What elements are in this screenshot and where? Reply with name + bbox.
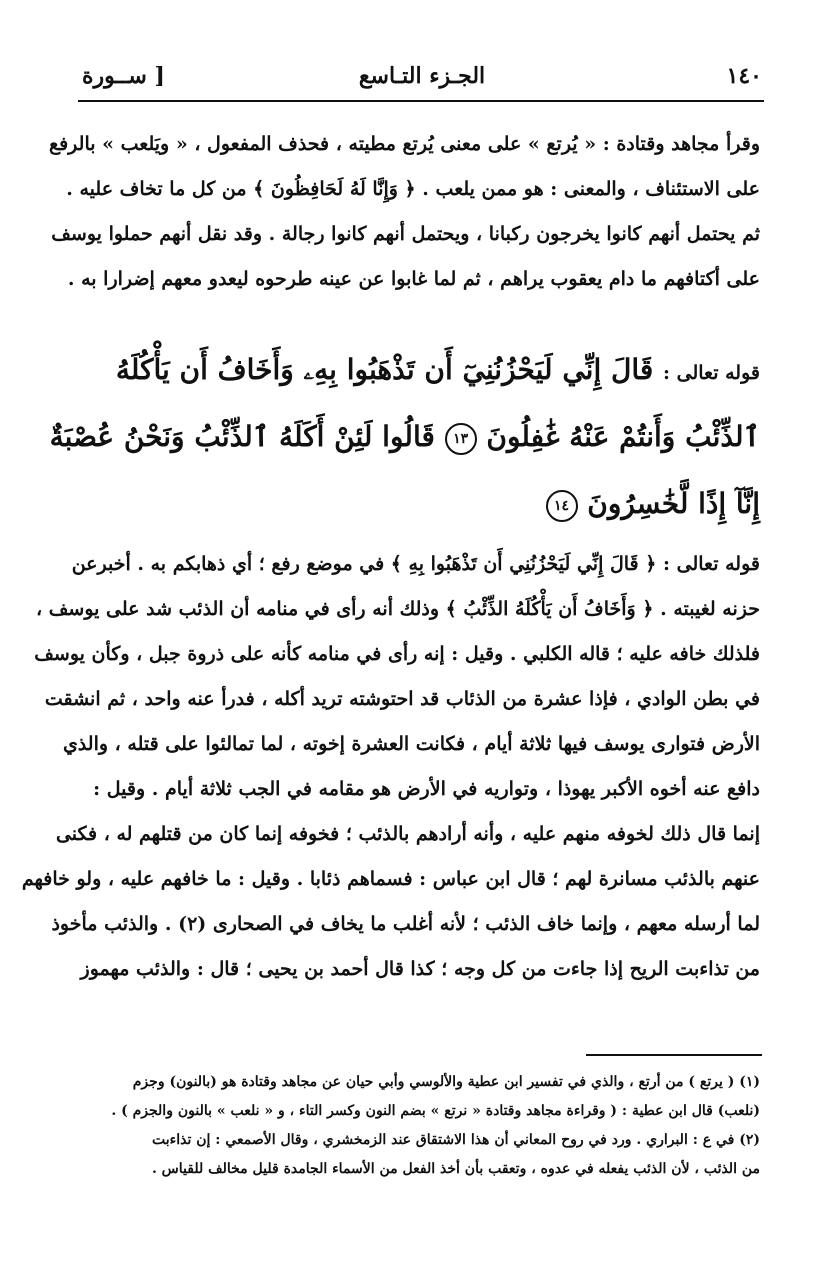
- surah-label: [ ســورة: [82, 63, 165, 89]
- ayah-number-13: ١٣: [445, 423, 477, 455]
- text-line: إنما قال ذلك لخوفه منهم عليه ، وأنه أرادهم بالذئب ؛ فخوفه إنما كان من قتلهم له ، فكنى: [55, 823, 760, 845]
- text-line: على أكتافهم ما دام يعقوب يراهم ، ثم لما غابوا عن عينه طرحوه ليعدو معهم إضرارا به .: [67, 268, 760, 290]
- ayah-number-14: ١٤: [546, 490, 578, 522]
- text-line: من تذاءبت الريح إذا جاءت من كل وجه ؛ كذا قال أحمد بن يحيى ؛ قال : والذئب مهموز: [80, 958, 760, 980]
- page-header: [82, 55, 762, 97]
- footnotes: [100, 1068, 760, 1184]
- text-line: حزنه لغيبته . ﴿ وَأَخَافُ أَن يَأْكُلَهُ الذِّئْبُ ﴾ وذلك أنه رأى في منامه أن الذئب شد على يوسف ،: [35, 598, 760, 620]
- page-number: ١٤٠: [726, 63, 762, 89]
- footnote-line: (٢) في ع : البراري . ورد في روح المعاني أن هذا الاشتقاق عند الزمخشري ، وقال الأصمعي : إن تذاءبت: [152, 1132, 760, 1148]
- verse-line-2: [49, 403, 760, 470]
- footnote-line: (نلعب) قال ابن عطية : ( وقراءة مجاهد وقتادة « نرتع » بضم النون وكسر التاء ، و « نلعب » بالنون والجزم ) .: [111, 1103, 760, 1119]
- verse-intro: قوله تعالى :: [663, 362, 760, 384]
- verse-line-1: [100, 336, 760, 403]
- verse-text: إِنَّآ إِذًا لَّخَٰسِرُونَ: [587, 487, 760, 520]
- text-line: الأرض فتوارى يوسف فيها ثلاثة أيام ، فكانت العشرة إخوته ، لما تمالئوا على قتله ، والذي: [62, 733, 760, 755]
- verse-text: ٱلذِّئْبُ وَأَنتُمْ عَنْهُ غَٰفِلُونَ: [486, 420, 760, 453]
- text-line: ثم يحتمل أنهم كانوا يخرجون ركبانا ، ويحتمل أنهم كانوا رجالة . وقد نقل أنهم حملوا يوسف: [51, 223, 760, 245]
- juz-title: الجـزء التـاسع: [358, 63, 486, 89]
- verse-text: قَالُوا لَئِنْ أَكَلَهُ ٱلذِّئْبُ وَنَحْنُ عُصْبَةٌ: [49, 420, 435, 453]
- paragraph-1: [48, 122, 760, 302]
- text-line: قوله تعالى : ﴿ قَالَ إِنِّي لَيَحْزُنُنِي أَن تَذْهَبُوا بِهِ ﴾ في موضع رفع ؛ أي ذهابكم به . أخبرعن: [71, 553, 760, 575]
- text-line: دافع عنه أخوه الأكبر يهوذا ، وتواريه في الأرض هو مقامه في الجب ثلاثة أيام . وقيل :: [93, 778, 760, 800]
- text-line: على الاستئناف ، والمعنى : هو ممن يلعب . ﴿ وَإِنَّا لَهُ لَحَافِظُونَ ﴾ من كل ما تخاف عليه .: [66, 178, 760, 200]
- text-line: لما أرسله معهم ، وإنما خاف الذئب ؛ لأنه أغلب ما يخاف في الصحارى (٢) . والذئب مأخوذ: [51, 913, 760, 935]
- footnote-rule: [586, 1054, 762, 1056]
- footnote-line: (١) ( يرتع ) من أرتع ، والذي في تفسير ابن عطية والألوسي وأبي حيان عن مجاهد وقتادة هو (بالنون) وجزم: [132, 1074, 760, 1090]
- verse-line-3: [100, 470, 760, 537]
- text-line: عنهم بالذئب مسانرة لهم ؛ قال ابن عباس : فسماهم ذئابا . وقيل : ما خافهم عليه ، ولو خافهم: [21, 868, 760, 890]
- text-line: في بطن الوادي ، فإذا عشرة من الذئاب قد احتوشته تريد أكله ، فدرأ عنه واحد ، ثم انشقت: [44, 688, 760, 710]
- text-line: فلذلك خافه عليه ؛ قاله الكلبي . وقيل : إنه رأى في منامه كأنه على ذروة جبل ، وكأن يوسف: [34, 643, 760, 665]
- paragraph-2: [21, 542, 760, 992]
- text-line: وقرأ مجاهد وقتادة : « يُرتع » على معنى يُرتع مطيته ، فحذف المفعول ، « ويَلعب » بالرفع: [48, 133, 760, 155]
- header-rule: [78, 100, 764, 102]
- verse-text: قَالَ إِنِّي لَيَحْزُنُنِيٓ أَن تَذْهَبُوا بِهِۦ وَأَخَافُ أَن يَأْكُلَهُ: [115, 353, 654, 386]
- footnote-line: من الذئب ، لأن الذئب يفعله في عدوه ، وتعقب بأن أخذ الفعل من الأسماء الجامدة قليل مخالف للقياس .: [151, 1161, 760, 1177]
- quran-verse-block: [49, 336, 760, 537]
